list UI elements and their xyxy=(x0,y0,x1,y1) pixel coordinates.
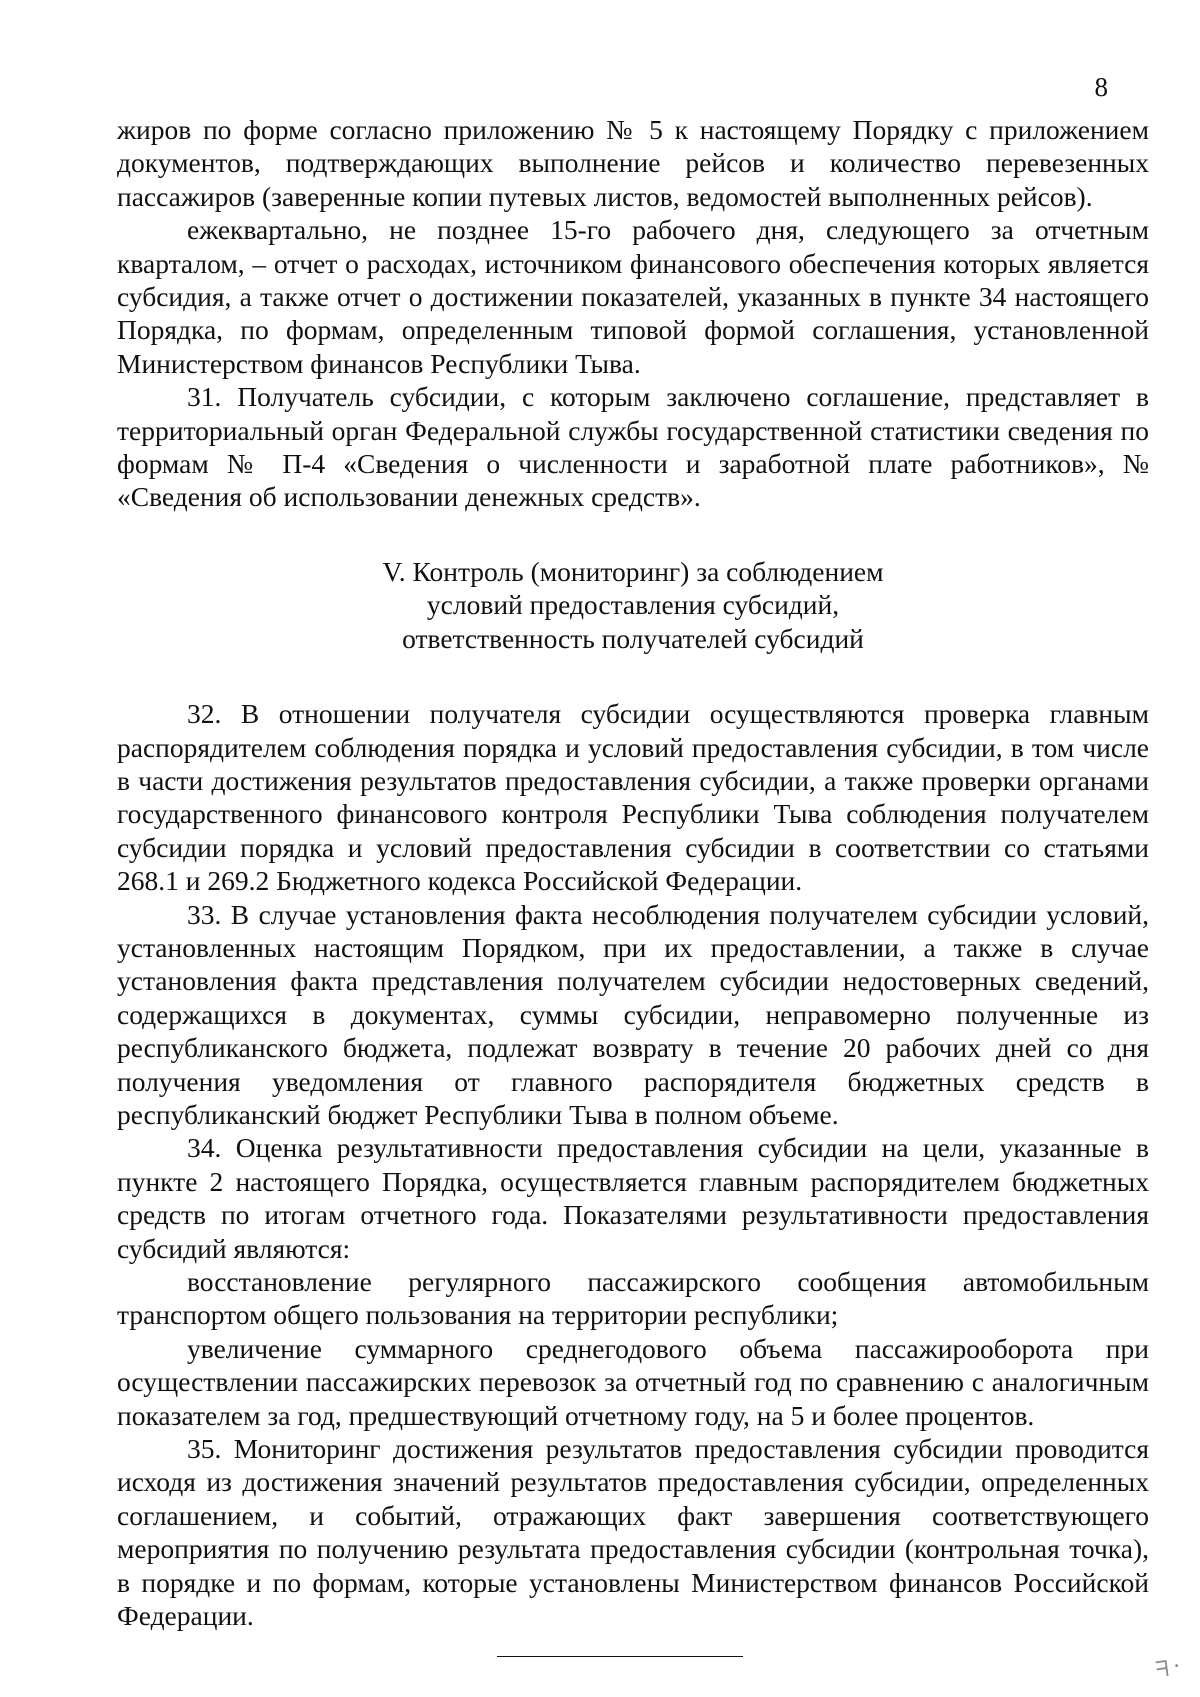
paragraph-quarterly-report: ежеквартально, не позднее 15-го рабочего дня, следующего за отчетным кварталом, – отчет о расходах, источником финансового обеспечения которых является субсидия, а также отчет о достижении показателей, указанных в пункте 34 настоящего Порядка, по формам, определенным типовой формой соглашения, установленной Министерством финансов Республики Тыва. xyxy=(117,214,1149,379)
section-heading xyxy=(117,555,1149,655)
paragraph-35: 35. Мониторинг достижения результатов предоставления субсидии проводится исходя из достижения значений результатов предоставления субсидии, определенных соглашением, и событий, отражающих факт завершения соответствующего мероприятия по получению результата предоставления субсидии (контрольная точка), в порядке и по формам, которые установлены Министерством финансов Российской Федерации. xyxy=(117,1433,1149,1632)
document-body xyxy=(117,113,1149,1657)
page-number: 8 xyxy=(1094,72,1108,102)
paragraph-34-indicator-2: увеличение суммарного среднегодового объема пассажирооборота при осуществлении пассажирских перевозок за отчетный год по сравнению с аналогичным показателем за год, предшествующий отчетному году, на 5 и более процентов. xyxy=(117,1332,1149,1431)
corner-scan-mark: ᖷ᠂ xyxy=(1154,1655,1181,1684)
paragraph-34-indicator-1: восстановление регулярного пассажирского сообщения автомобильным транспортом общего пользования на территории республики; xyxy=(117,1266,1149,1331)
section-heading-line-3: ответственность получателей субсидий xyxy=(402,622,864,654)
paragraph-32: 32. В отношении получателя субсидии осуществляются проверка главным распорядителем соблюдения порядка и условий предоставления субсидии, в том числе в части достижения результатов предоставления субсидии, а также проверки органами государственного финансового контроля Республики Тыва соблюдения получателем субсидии порядка и условий предоставления субсидии в соответствии со статьями 268.1 и 269.2 Бюджетного кодекса Российской Федерации. xyxy=(117,698,1149,897)
section-heading-line-1: V. Контроль (мониторинг) за соблюдением xyxy=(382,555,884,587)
paragraph-31: 31. Получатель субсидии, с которым заключено соглашение, представляет в территориальный орган Федеральной службы государственной статистики сведения по формам № П-4 «Сведения о численности и заработной плате работников», № «Сведения об использовании денежных средств». xyxy=(117,381,1149,513)
paragraph-continuation: жиров по форме согласно приложению № 5 к настоящему Порядку с приложением документов, подтверждающих выполнение рейсов и количество перевезенных пассажиров (заверенные копии путевых листов, ведомостей выполненных рейсов). xyxy=(117,114,1149,212)
paragraph-33: 33. В случае установления факта несоблюдения получателем субсидии условий, установленных настоящим Порядком, при их предоставлении, а также в случае установления факта представления получателем субсидии недостоверных сведений, содержащихся в документах, суммы субсидии, неправомерно полученные из республиканского бюджета, подлежат возврату в течение 20 рабочих дней со дня получения уведомления от главного распорядителя бюджетных средств в республиканский бюджет Республики Тыва в полном объеме. xyxy=(117,898,1149,1130)
end-of-text-rule xyxy=(497,1656,743,1657)
paragraph-34: 34. Оценка результативности предоставления субсидии на цели, указанные в пункте 2 настоящего Порядка, осуществляется главным распорядителем бюджетных средств по итогам отчетного года. Показателями результативности предоставления субсидий являются: xyxy=(117,1132,1149,1264)
section-heading-line-2: условий предоставления субсидий, xyxy=(426,589,840,621)
